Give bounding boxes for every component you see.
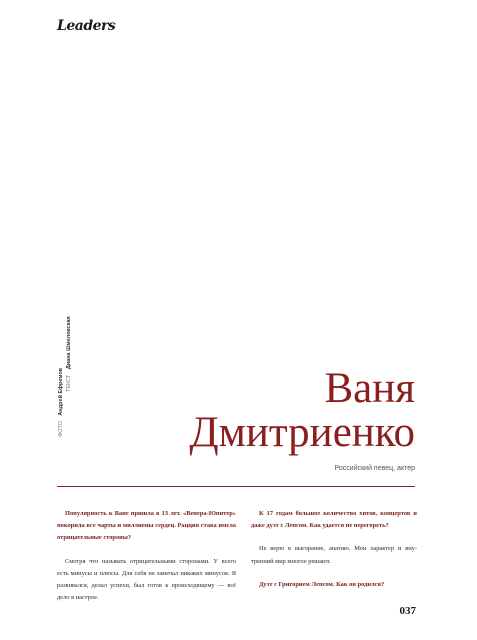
section-label: Leaders (57, 18, 116, 34)
title-last-name: Дмитриенко (189, 409, 415, 456)
interview-question: Популярность к Ване пришла в 13 лет. «Венера-Юпитер» покорила все чарты и миллионы сердец. Рацция става имела отрицательные стороны? (57, 510, 236, 542)
interview-answer: Не верю в выгорание, апатию. Мои характер и внутренний мир многое решают. (251, 545, 417, 565)
divider-rule (57, 486, 415, 487)
left-column (57, 508, 236, 615)
photo-credits (58, 316, 72, 437)
text-credit (66, 316, 72, 392)
credit-name: Андрей Ефремов (58, 367, 64, 416)
interview-question: К 17 годам большое количество хитов, концертов и даже дуэт с Лепсом. Как удается не перегореть? (251, 510, 417, 530)
credit-name: Диана Шмелевская (66, 316, 72, 370)
subtitle: Российский певец, актер (334, 465, 415, 472)
right-column (251, 508, 417, 602)
page-number: 037 (399, 605, 416, 617)
photo-credit (58, 368, 64, 437)
title-first-name: Ваня (324, 365, 415, 412)
interview-answer: Смотря что называть отрицательными сторонами. У всего есть минусы и плюсы. Для себя не замечал никаких минусов. Я развивался, делал успехи, был готов к происходящему — всё дело в настрое. (57, 557, 236, 602)
credit-role: ФОТО (58, 421, 64, 437)
credit-role: ТЕКСТ (66, 374, 72, 392)
interview-question: Дуэт с Григорием Лепсом. Как он родился? (259, 580, 385, 588)
